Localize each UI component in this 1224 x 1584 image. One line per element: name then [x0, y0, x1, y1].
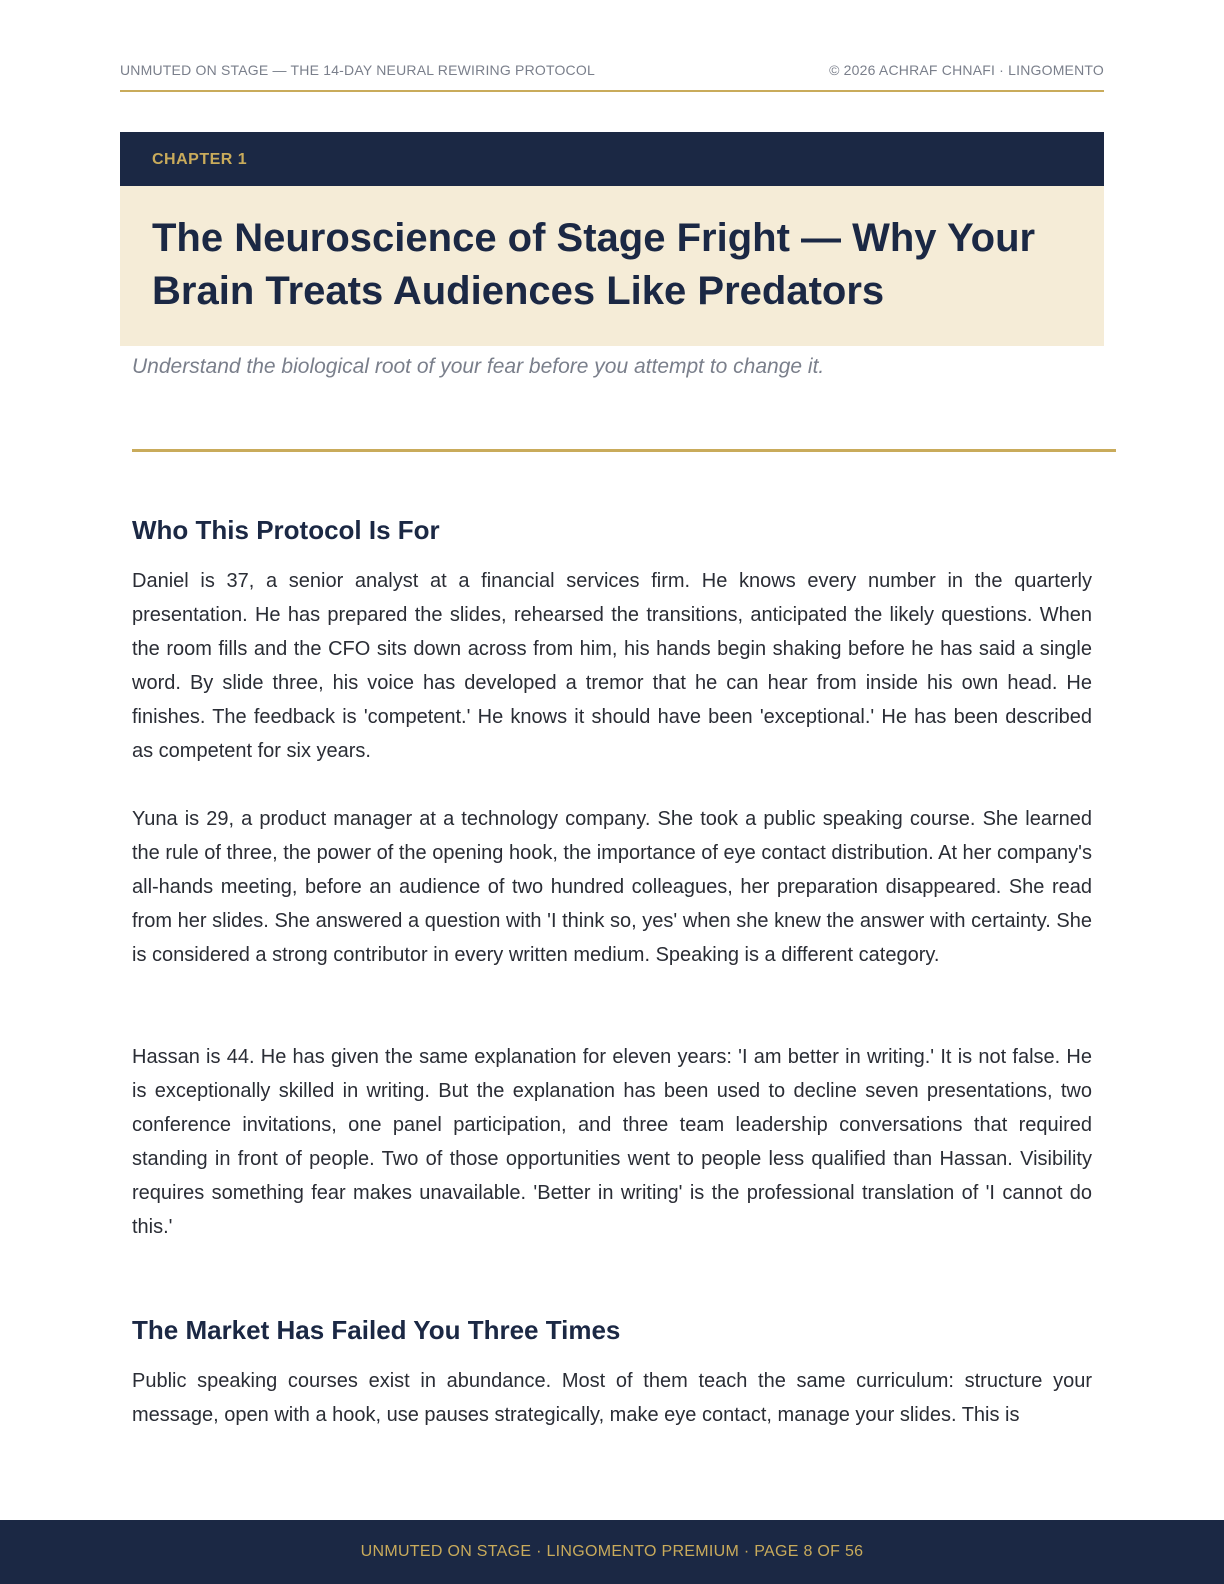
header-copyright: © 2026 ACHRAF CHNAFI · LINGOMENTO	[829, 62, 1104, 78]
chapter-band	[120, 132, 1104, 186]
section-heading-market-has-failed: The Market Has Failed You Three Times	[132, 1315, 621, 1345]
chapter-title-block	[120, 186, 1104, 346]
footer-text: UNMUTED ON STAGE · LINGOMENTO PREMIUM · PAGE 8 OF 56	[360, 1543, 864, 1560]
section-heading-who-this-protocol-is-for: Who This Protocol Is For	[132, 515, 440, 545]
header-book-title: UNMUTED ON STAGE — THE 14-DAY NEURAL REWIRING PROTOCOL	[120, 62, 595, 78]
chapter-title: The Neuroscience of Stage Fright — Why Your Brain Treats Audiences Like Predators	[152, 216, 1036, 313]
paragraph-market: Public speaking courses exist in abundance. Most of them teach the same curriculum: structure your message, open with a hook, use pauses strategically, make eye contact, manage your slides. This is	[132, 1370, 1092, 1426]
footer-band	[0, 1520, 1224, 1584]
chapter-subtitle: Understand the biological root of your fear before you attempt to change it.	[132, 355, 825, 378]
divider	[132, 449, 1116, 452]
paragraph-daniel: Daniel is 37, a senior analyst at a financial services firm. He knows every number in the quarterly presentation. He has prepared the slides, rehearsed the transitions, anticipated the likely questions. When the room fills and the CFO sits down across from him, his hands begin shaking before he has said a single word. By slide three, his voice has developed a tremor that he can hear from inside his own head. He finishes. The feedback is 'competent.' He knows it should have been 'exceptional.' He has been described as competent for six years.	[132, 570, 1092, 762]
running-header	[120, 62, 1104, 92]
paragraph-hassan: Hassan is 44. He has given the same explanation for eleven years: 'I am better in writing.' It is not false. He is exceptionally skilled in writing. But the explanation has been used to decline seven presentations, two conference invitations, one panel participation, and three team leadership conversations that required standing in front of people. Two of those opportunities went to people less qualified than Hassan. Visibility requires something fear makes unavailable. 'Better in writing' is the professional translation of 'I cannot do this.'	[132, 1046, 1092, 1238]
chapter-label: CHAPTER 1	[152, 151, 248, 168]
paragraph-yuna: Yuna is 29, a product manager at a technology company. She took a public speaking course. She learned the rule of three, the power of the opening hook, the importance of eye contact distribution. At her company's all-hands meeting, before an audience of two hundred colleagues, her preparation disappeared. She read from her slides. She answered a question with 'I think so, yes' when she knew the answer with certainty. She is considered a strong contributor in every written medium. Speaking is a different category.	[132, 808, 1092, 966]
